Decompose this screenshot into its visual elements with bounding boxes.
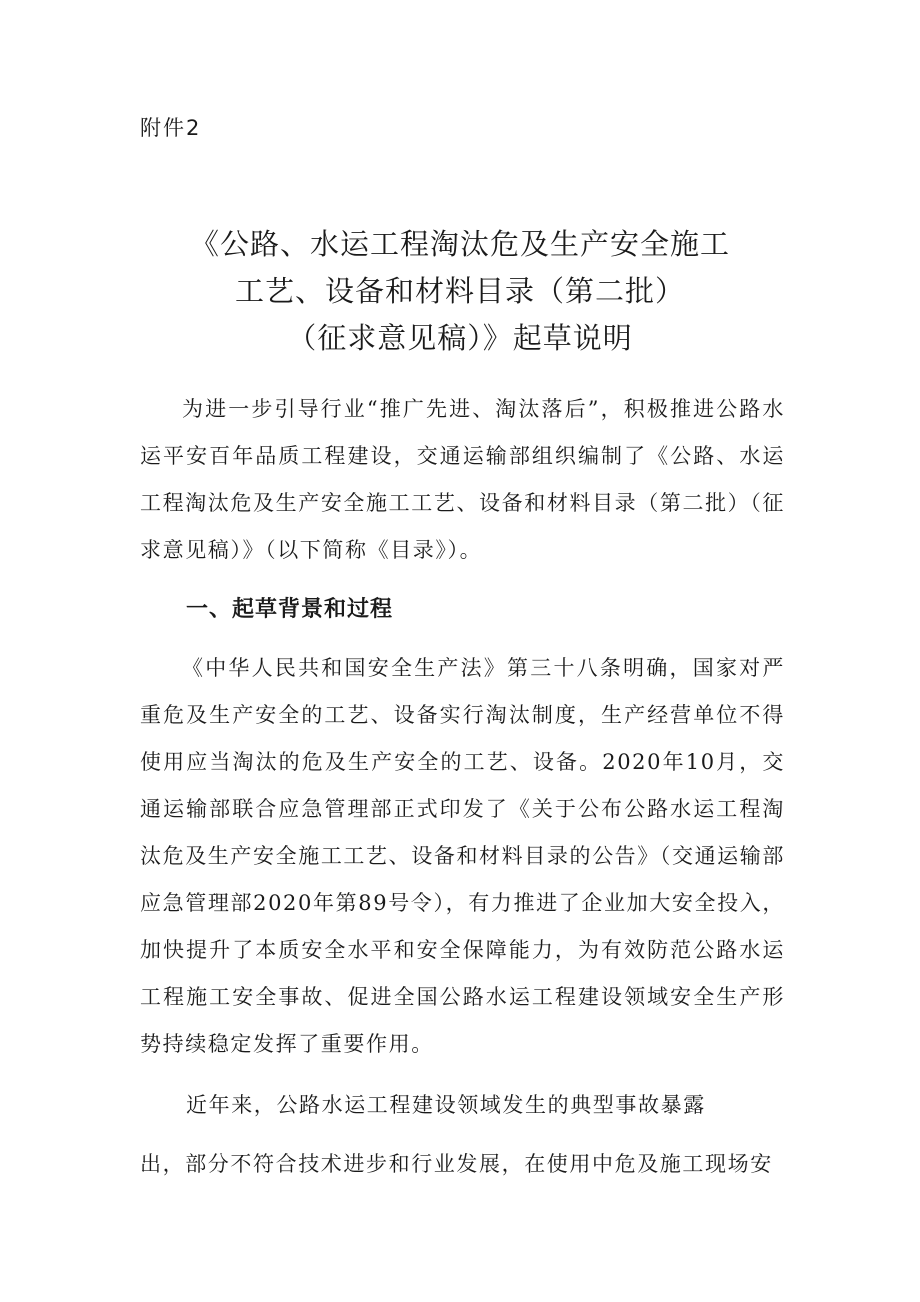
intro-paragraph: 为进一步引导行业“推广先进、淘汰落后”，积极推进公路水运平安百年品质工程建设，交通运输部组织编制了《公路、水运工程淘汰危及生产安全施工工艺、设备和材料目录（第二批）（征求意见稿）》（以下简称《目录》）。 — [140, 397, 785, 562]
document-title-line-2: 工艺、设备和材料目录（第二批） — [234, 274, 685, 308]
section-heading-background: 一、起草背景和过程 — [186, 597, 394, 622]
recent-years-paragraph-line-1: 近年来，公路水运工程建设领域发生的典型事故暴露 — [186, 1093, 706, 1117]
document-title-line-1: 《公路、水运工程淘汰危及生产安全施工 — [189, 227, 730, 261]
background-paragraph: 《中华人民共和国安全生产法》第三十八条明确，国家对严重危及生产安全的工艺、设备实行淘汰制度，生产经营单位不得使用应当淘汰的危及生产安全的工艺、设备。2020年10月，交通运输部联合应急管理部正式印发了《关于公布公路水运工程淘汰危及生产安全施工工艺、设备和材料目录的公告》（交通运输部应急管理部2020年第89号令），有力推进了企业加大安全投入，加快提升了本质安全水平和安全保障能力，为有效防范公路水运工程施工安全事故、促进全国公路水运工程建设领域安全生产形势持续稳定发挥了重要作用。 — [140, 656, 785, 1056]
document-title-line-3: （征求意见稿）》起草说明 — [287, 321, 633, 355]
recent-years-paragraph-line-2: 出，部分不符合技术进步和行业发展，在使用中危及施工现场安 — [140, 1152, 773, 1176]
attachment-label: 附件2 — [140, 116, 202, 140]
